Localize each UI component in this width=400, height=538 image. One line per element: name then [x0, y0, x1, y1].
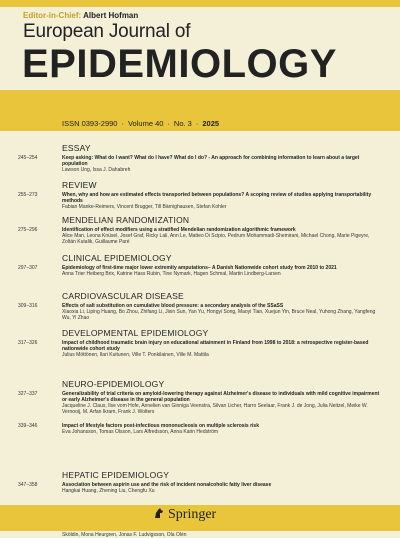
editor-in-chief: [23, 11, 138, 20]
springer-horse-icon: [153, 507, 165, 519]
issue-year: 2025: [202, 119, 220, 128]
article-entry: [62, 265, 382, 277]
page-range: 339–346: [18, 423, 38, 429]
article-entry: [62, 423, 382, 435]
publisher-name: Springer: [168, 507, 217, 522]
article-authors: Eva Johansson, Tomas Olsson, Lars Alfredsson, Anna Karin Hedström: [62, 429, 219, 435]
section-heading: REVIEW: [62, 180, 97, 190]
page-range: 255–273: [18, 192, 38, 198]
volume: Volume 40: [127, 119, 164, 128]
issue-number: No. 3: [173, 119, 192, 128]
top-accent-bar: [0, 0, 400, 7]
page-range: 297–307: [18, 265, 38, 271]
article-title: Keep asking: What do I want? What do I have? What do I do? - An approach for combining information to learn about a target population: [62, 155, 360, 167]
page-range: 275–296: [18, 227, 38, 233]
section-heading: CLINICAL EPIDEMIOLOGY: [62, 253, 172, 263]
article-authors: Anna Trier Heiberg Brix, Katrine Hass Rubin, Tine Nymark, Hagen Schmal, Martin Lindberg-Larsen: [62, 271, 281, 277]
article-authors: Xiaoxia Li, Liping Huang, Bo Zhou, Zhifang Li, Jixin Sun, Yan Yu, Hongyi Song, Maoyi Tian, Xuejun Yin, Bruce Neal, Yuhong Zhang, Yangfeng Wu, Yi Zhao: [62, 309, 376, 321]
article-authors: Julius Möttönen, Ilari Kuitunen, Ville T. Ponkilainen, Ville M. Mattila: [62, 352, 209, 358]
journal-name-line1: European Journal of: [23, 21, 191, 42]
article-authors: Sköldin, Mona Heurgren, Jonas F. Ludvigsson, Ola Olén: [62, 532, 187, 538]
article-authors: Hangkai Huang, Zhening Liu, Chengfu Xu: [62, 488, 155, 494]
article-title: Impact of childhood traumatic brain injury on educational attainment in Finland from 1998 to 2018: a retrospective register-based nationwide cohort study: [62, 340, 369, 352]
article-authors: Lawson Ung, Issa J. Dahabreh: [62, 167, 131, 173]
article-authors: Fabian Manke-Reimers, Vincent Brugger, Till Bärnighausen, Stefan Kohler: [62, 204, 227, 210]
section-heading: HEPATIC EPIDEMIOLOGY: [62, 470, 170, 480]
page-range: 245–254: [18, 155, 38, 161]
page-range: 347–358: [18, 482, 38, 488]
article-authors: Jacqueline J. Claus, Ilse vom Hofe, Annelien van Ginniga Veenstra, Silvan Licher, Harro Seelaar, Frank J. de Jong, Julia Neitzel, Meike W. Vernooij, M. Arfan Ikram, Frank J. Wolters: [62, 403, 368, 415]
article-entry: [62, 227, 382, 245]
article-entry: [62, 340, 382, 358]
page-range: 309–316: [18, 303, 38, 309]
section-heading: MENDELIAN RANDOMIZATION: [62, 215, 190, 225]
article-title: Epidemiology of first-time major lower extremity amputations– A Danish Nationwide cohort study from 2010 to 2021: [62, 265, 337, 271]
article-title: Association between aspirin use and the risk of incident nonalcoholic fatty liver disease: [62, 482, 272, 488]
article-title: Generalizability of trial criteria on amyloid-lowering therapy against Alzheimer's disease to individuals with mild cognitive impairment or early Alzheimer's disease in the general population: [62, 391, 380, 403]
section-heading: CARDIOVASCULAR DISEASE: [62, 291, 184, 301]
section-heading: NEURO-EPIDEMIOLOGY: [62, 379, 165, 389]
article-entry: [62, 192, 382, 210]
article-entry: [62, 391, 382, 415]
article-title: Impact of lifestyle factors post-infectious mononucleosis on multiple sclerosis risk: [62, 423, 259, 429]
editor-name: Albert Hofman: [83, 11, 139, 20]
article-entry: [62, 303, 382, 321]
article-entry: [62, 155, 382, 173]
article-authors: Alice Man, Leona Knüsel, Josef Graf, Ricky Lali, Ann Le, Matteo Di Scipio, Pedrum Mohammadi-Shemirani, Michael Chong, Marie Pigeyre, Zoltán Kutalik, Guillaume Paré: [62, 233, 370, 245]
editor-label: Editor-in-Chief:: [23, 11, 82, 20]
section-heading: DEVELOPMENTAL EPIDEMIOLOGY: [62, 328, 209, 338]
article-entry: [62, 482, 382, 494]
publisher-logo: [153, 507, 216, 523]
article-title: When, why and how are estimated effects transported between populations? A scoping review of studies applying transportability methods: [62, 192, 372, 204]
page-range: 317–326: [18, 340, 38, 346]
article-title: Identification of effect modifiers using a stratified Mendelian randomization algorithmic framework: [62, 227, 296, 233]
page-range: 327–337: [18, 391, 38, 397]
issue-info: ISSN 0393-2990 · Volume 40 · No. 3 · 2025: [62, 119, 220, 128]
journal-name-line2: EPIDEMIOLOGY: [22, 42, 337, 86]
issn: ISSN 0393-2990: [62, 119, 118, 128]
section-heading: ESSAY: [62, 143, 91, 153]
article-title: Effects of salt substitution on cumulative blood pressure: a secondary analysis of the SSaSS: [62, 303, 284, 309]
